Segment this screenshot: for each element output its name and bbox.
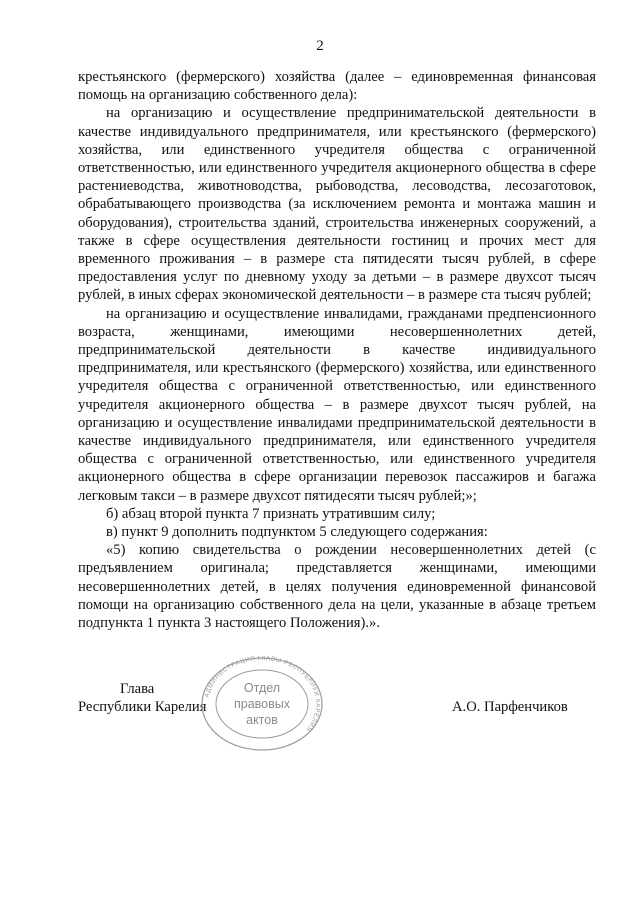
signatory-title-line2: Республики Карелия [78,699,207,715]
stamp-text-line1: Отдел [243,681,281,695]
paragraph-item-b: б) абзац второй пункта 7 признать утратившим силу; [106,505,436,522]
paragraph-disabled-aid: на организацию и осуществление инвалидами, гражданами предпенсионного возраста, женщинами, имеющими несовершеннолетних детей, предпринимательской деятельности в качестве индивидуального предпринимателя, или крестьянского (фермерского) хозяйства, или единственного учредителя общества с ограниченной ответственностью, или единственного учредителя акционерного общества – в размере двухсот тысяч рублей, на организацию и осуществление инвалидами предпринимательской деятельности в качестве индивидуального предпринимателя, или единственного учредителя общества с ограниченной ответственностью, или единственного учредителя акционерного общества в сфере организации перевозок пассажиров и багажа легковым такси – в размере двухсот пятидесяти тысяч рублей;»; [78,305,596,504]
stamp-text-line2: правовых [234,697,290,711]
paragraph-subitem-5: «5) копию свидетельства о рождении несовершеннолетних детей (с предъявлением оригинала; представляется женщинами, имеющими несовершеннолетних детей, в целях получения единовременной финансовой помощи на организацию собственного дела на цели, указанные в абзаце третьем подпункта 1 пункта 3 настоящего Положения).». [78,542,596,632]
signatory-title-line1: Глава [120,681,155,697]
stamp-ring-text: АДМИНИСТРАЦИЯ ГЛАВЫ РЕСПУБЛИКИ КАРЕЛИЯ [203,656,322,733]
signatory-name: А.О. Парфенчиков [452,699,568,715]
paragraph-continuation: крестьянского (фермерского) хозяйства (далее – единовременная финансовая помощь на организацию собственного дела): [78,69,596,104]
paragraph-business-aid: на организацию и осуществление предпринимательской деятельности в качестве индивидуального предпринимателя, или крестьянского (фермерского) хозяйства, или единственного учредителя общества с ограниченной ответственностью, или единственного учредителя акционерного общества в сфере растениеводства, животноводства, рыбоводства, лесоводства, лесозаготовок, обрабатывающего производства (за исключением ремонта и монтажа машин и оборудования), строительства зданий, строительства инженерных сооружений, а также в сфере осуществления деятельности гостиниц и прочих мест для временного проживания – в размере ста пятидесяти тысяч рублей, в сфере предоставления услуг по дневному уходу за детьми – в размере двухсот тысяч рублей, в иных сферах экономической деятельности – в размере ста тысяч рублей; [78,105,596,304]
page-number: 2 [316,38,324,54]
paragraph-item-v: в) пункт 9 дополнить подпунктом 5 следующего содержания: [106,524,488,541]
stamp-text-line3: актов [246,713,278,727]
official-stamp [200,656,324,752]
document-body [78,68,596,632]
